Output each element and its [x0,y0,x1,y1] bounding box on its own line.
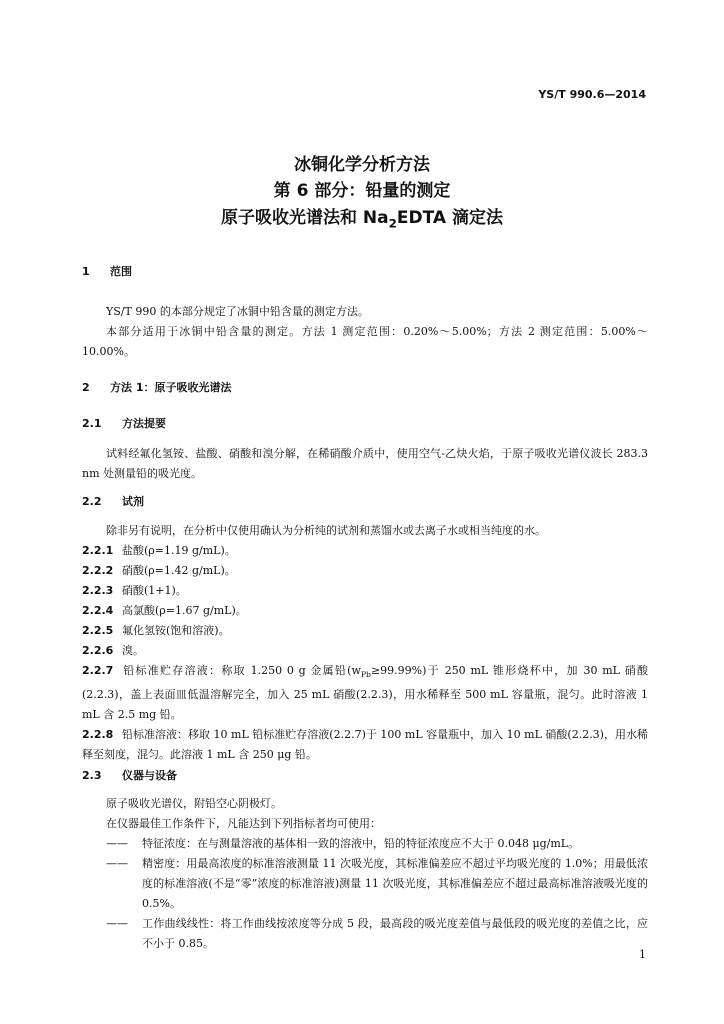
standard-code: YS/T 990.6—2014 [538,88,646,101]
dash-list-item: —— 精密度：用最高浓度的标准溶液测量 11 次吸光度，其标准偏差应不超过平均吸光度的 1.0%；用最低浓度的标准溶液(不是“零”浓度的标准溶液)测量 11 次吸光度，其标准偏差应不超过最高标准溶液吸光度的 0.5%。 [106,857,648,910]
title-line-3: 原子吸收光谱法和 $Na_2EDTA$ 滴定法 [221,208,503,231]
section-1-heading: 1 范围 [82,265,132,278]
list-item: 2.2.3 硝酸(1+1)。 [82,584,187,597]
list-item: 2.2.7 铅标准贮存溶液：称取 1.250 0 g 金属铅$(w_{Pb}\ge 99.99\%)$于 250 mL 锥形烧杯中，加 30 mL 硝酸(2.2.3)，盖上表面皿低温溶解完全，加入 25 mL 硝酸(2.2.3)，用水稀释至 500 mL 容量瓶，混匀。此时溶液 1 mL 含 2.5 mg 铅。 [82,664,648,722]
title-line-2: 第 6 部分：铅量的测定 [273,181,451,201]
title-line-1: 冰铜化学分析方法 [294,155,430,175]
section-2-2-body [82,521,648,765]
paragraph: 在仪器最佳工作条件下，凡能达到下列指标者均可使用： [106,817,381,830]
paragraph: YS/T 990 的本部分规定了冰铜中铅含量的测定方法。 [106,305,369,318]
paragraph: 本部分适用于冰铜中铅含量的测定。方法 1 测定范围：0.20%～5.00%；方法 2 测定范围：5.00%～10.00%。 [82,325,648,358]
list-item: 2.2.2 硝酸(ρ=1.42 g/mL)。 [82,564,236,577]
section-2-3-heading: 2.3 仪器与设备 [82,769,177,782]
section-2-3-body [82,794,648,954]
section-2-1-heading: 2.1 方法提要 [82,417,166,430]
list-item: 2.2.6 溴。 [82,644,144,657]
section-1-body [82,302,648,362]
paragraph: 原子吸收光谱仪，附铅空心阴极灯。 [106,797,282,810]
section-2-heading: 2 方法 1：原子吸收光谱法 [82,381,232,394]
page-number: 1 [639,948,646,961]
list-item: 2.2.4 高氯酸(ρ=1.67 g/mL)。 [82,604,247,617]
paragraph: 除非另有说明，在分析中仅使用确认为分析纯的试剂和蒸馏水或去离子水或相当纯度的水。 [106,524,546,537]
section-2-2-heading: 2.2 试剂 [82,495,144,508]
list-item: 2.2.1 盐酸(ρ=1.19 g/mL)。 [82,544,236,557]
paragraph: 试料经氟化氢铵、盐酸、硝酸和溴分解，在稀硝酸介质中，使用空气-乙炔火焰，于原子吸收光谱仪波长 283.3 nm 处测量铅的吸光度。 [82,447,648,480]
list-item: 2.2.8 铅标准溶液：移取 10 mL 铅标准贮存溶液(2.2.7)于 100 mL 容量瓶中，加入 10 mL 硝酸(2.2.3)，用水稀释至刻度，混匀。此溶液 1 mL 含 250 μg 铅。 [82,728,648,762]
list-item: 2.2.5 氟化氢铵(饱和溶液)。 [82,624,230,637]
dash-list-item: —— 工作曲线线性：将工作曲线按浓度等分成 5 段，最高段的吸光度差值与最低段的吸光度的差值之比，应不小于 0.85。 [106,917,648,950]
dash-list-item: —— 特征浓度：在与测量溶液的基体相一致的溶液中，铅的特征浓度应不大于 0.048 μg/mL。 [106,837,580,850]
section-2-1-body [82,444,648,484]
